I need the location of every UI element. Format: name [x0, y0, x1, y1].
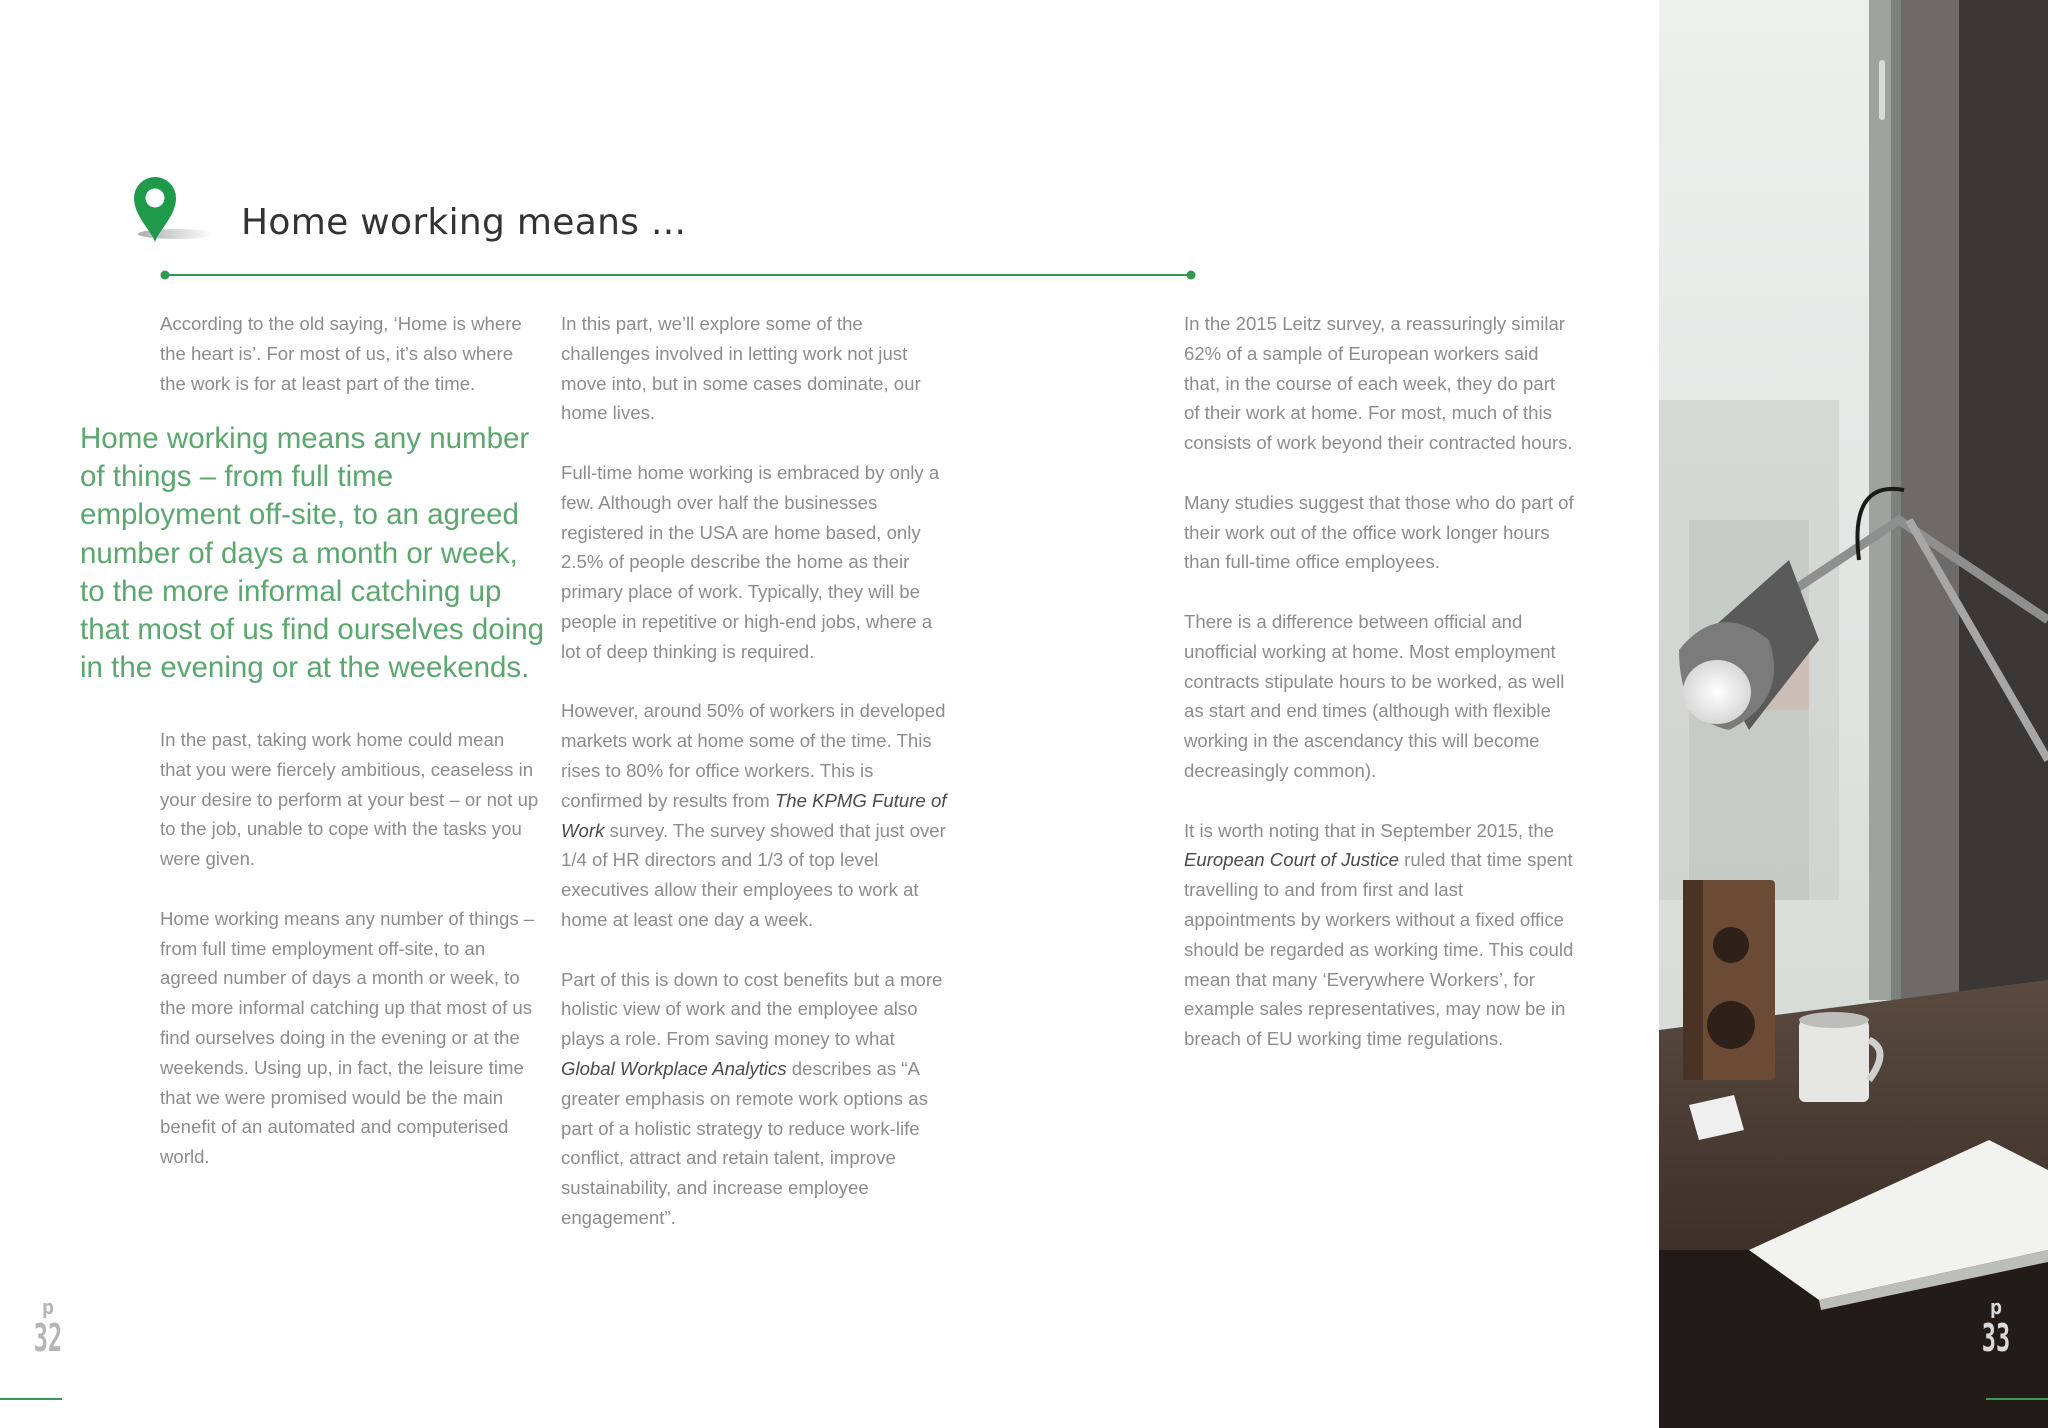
intro-paragraph: According to the old saying, ‘Home is where the heart is’. For most of us, it’s also where the work is for at least part of the time.	[160, 313, 522, 394]
column-1-paragraph-1: In the past, taking work home could mean that you were fiercely ambitious, ceaseless in your desire to perform at your best – or not up to the job, unable to cope with the tasks you were given.	[160, 729, 539, 870]
column-3-paragraph-1: In the 2015 Leitz survey, a reassuringly similar 62% of a sample of European workers said that, in the course of each week, they do part of their work at home. For most, much of this consists of work beyond their contracted hours.	[1184, 313, 1573, 454]
intro-text-block	[160, 309, 540, 398]
map-pin-icon	[128, 172, 218, 244]
page-number-value: 33	[1981, 1316, 2011, 1360]
page-prefix: p	[1989, 1295, 2003, 1319]
desk-lamp-photo	[1659, 0, 2048, 1428]
pull-quote: Home working means any number of things – from full time employment off-site, to an agreed number of days a month or week, to the more informal catching up that most of us find ourselves doing in the evening or at the weekends.	[80, 422, 545, 685]
column-1-paragraph-2: Home working means any number of things – from full time employment off-site, to an agreed number of days a month or week, to the more informal catching up that most of us find ourselves doing in the evening or at the weekends. Using up, in fact, the leisure time that we were promised would be the main benefit of an automated and computerised world.	[160, 907, 535, 1168]
column-2-paragraph-4: Part of this is down to cost benefits but a more holistic view of work and the employee also plays a role. From saving money to what Global Workplace Analytics describes as “A greater emphasis on remote work options as part of a holistic strategy to reduce work-life conflict, attract and retain talent, improve sustainability, and increase employee engagement”.	[561, 968, 943, 1228]
global-workplace-analytics-name: Global Workplace Analytics	[561, 1057, 787, 1079]
page-number-underline	[0, 1398, 62, 1400]
title-divider	[160, 268, 1196, 282]
column-3-paragraph-2: Many studies suggest that those who do part of their work out of the office work longer hours than full-time office employees.	[1184, 491, 1574, 573]
column-2-text	[561, 309, 951, 1233]
column-3-paragraph-3: There is a difference between official and unofficial working at home. Most employment contracts stipulate hours to be worked, as well as start and end times (although with flexible working in the ascendancy this will become decreasingly common).	[1184, 610, 1565, 781]
column-3-paragraph-4: It is worth noting that in September 2015, the European Court of Justice ruled that time spent travelling to and from first and last appointments by workers without a fixed office should be regarded as working time. This could mean that many ‘Everywhere Workers’, for example sales representatives, may now be in breach of EU working time regulations.	[1184, 819, 1574, 1050]
column-2-paragraph-2: Full-time home working is embraced by only a few. Although over half the businesses registered in the USA are home based, only 2.5% of people describe the home as their primary place of work. Typically, they will be people in repetitive or high-end jobs, where a lot of deep thinking is required.	[561, 461, 940, 662]
european-court-of-justice-name: European Court of Justice	[1184, 849, 1399, 871]
page-title: Home working means ...	[241, 202, 687, 243]
column-2-paragraph-3: However, around 50% of workers in developed markets work at home some of the time. This rises to 80% for office workers. This is confirmed by results from The KPMG Future of Work survey. The survey showed that just over 1/4 of HR directors and 1/3 of top level executives allow their employees to work at home at least one day a week.	[561, 700, 947, 930]
column-1-text	[160, 725, 540, 1172]
page-number-right	[1966, 1296, 2026, 1358]
kpmg-survey-title: The KPMG Future of Work	[561, 789, 947, 841]
page-number-value: 32	[33, 1316, 63, 1360]
column-2-paragraph-1: In this part, we’ll explore some of the challenges involved in letting work not just move into, but in some cases dominate, our home lives.	[561, 313, 921, 424]
page-number-underline	[1986, 1398, 2048, 1400]
column-3-text	[1184, 309, 1574, 1054]
page-prefix: p	[41, 1295, 55, 1319]
page-number-left	[18, 1296, 78, 1358]
